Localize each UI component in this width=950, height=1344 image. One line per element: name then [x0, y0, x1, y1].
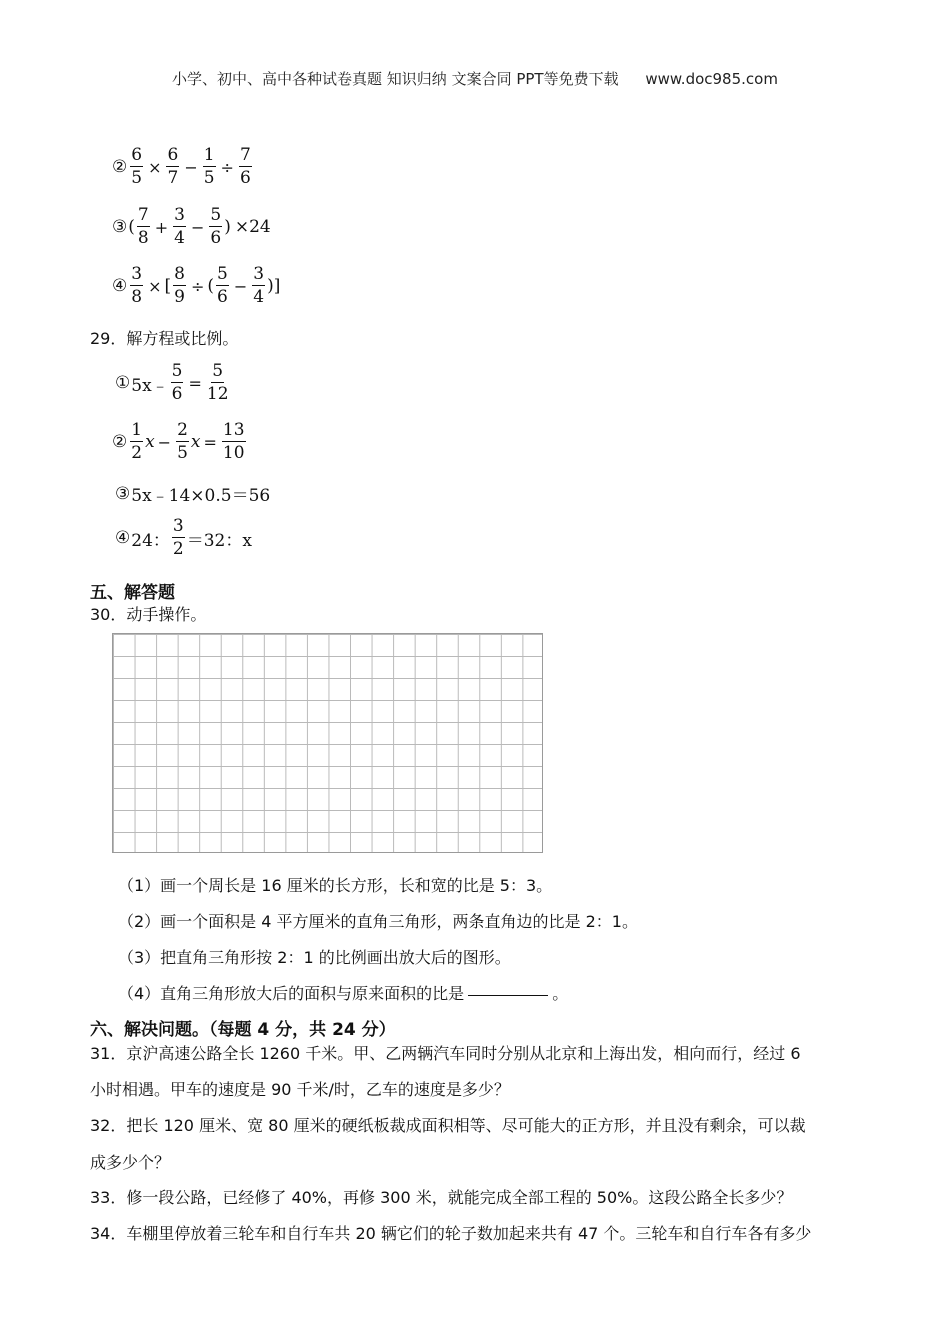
calc-item-4 — [112, 266, 280, 306]
paren-open: ( — [128, 217, 135, 237]
fraction: $\frac{1}{2}$ — [131, 420, 143, 463]
equation-text: 5x﹣14×0.5＝56 — [131, 486, 271, 506]
variable: x — [190, 432, 201, 452]
variable: x — [145, 432, 155, 452]
question-30-item-2: （2）画一个面积是 4 平方厘米的直角三角形，两条直角边的比是 2：1。 — [118, 912, 638, 931]
item-label: ③ — [112, 217, 128, 237]
bracket-close: )] — [267, 276, 281, 296]
fraction: $\frac{3}{4}$ — [174, 205, 185, 248]
fraction: $\frac{3}{4}$ — [253, 264, 265, 307]
item-label: ③ — [115, 483, 131, 504]
item-label: ② — [112, 432, 128, 452]
operator: − — [190, 217, 205, 237]
operator: + — [154, 217, 169, 237]
question-32-line-1: 32．把长 120 厘米、宽 80 厘米的硬纸板裁成面积相等、尽可能大的正方形，并且没有剩余，可以裁 — [90, 1116, 806, 1135]
question-30-title: 30．动手操作。 — [90, 605, 207, 624]
question-31-line-2: 小时相遇。甲车的速度是 90 千米/时，乙车的速度是多少？ — [90, 1080, 510, 1099]
question-33-line-1: 33．修一段公路，已经修了 40%，再修 300 米，就能完成全部工程的 50%。这段公路全长多少？ — [90, 1188, 793, 1207]
item-text: （4）直角三角形放大后的面积与原来面积的比是 — [118, 984, 465, 1003]
item-label: ① — [115, 373, 131, 393]
fraction: $\frac{3}{2}$ — [172, 516, 184, 559]
operator: = — [203, 432, 217, 452]
calc-item-2 — [112, 147, 254, 187]
fraction: $\frac{13}{10}$ — [222, 420, 245, 463]
operator: − — [184, 157, 198, 177]
equation-3 — [115, 481, 270, 506]
section-5-title: 五、解答题 — [90, 583, 175, 603]
equation-4 — [115, 518, 252, 558]
header-text: 小学、初中、高中各种试卷真题 知识归纳 文案合同 PPT等免费下载 — [172, 70, 619, 88]
paren-close: ) — [224, 217, 231, 237]
question-31-line-1: 31．京沪高速公路全长 1260 千米。甲、乙两辆汽车同时分别从北京和上海出发，相向而行，经过 6 — [90, 1044, 801, 1063]
fraction: $\frac{3}{8}$ — [131, 264, 143, 307]
question-30-item-1: （1）画一个周长是 16 厘米的长方形，长和宽的比是 5：3。 — [118, 876, 553, 895]
fraction: $\frac{7}{8}$ — [137, 205, 149, 248]
equation-2 — [112, 422, 248, 462]
item-text-end: 。 — [552, 984, 569, 1003]
fraction: $\frac{5}{12}$ — [206, 361, 229, 404]
fraction: $\frac{8}{9}$ — [174, 264, 185, 307]
page-header — [0, 68, 950, 89]
section-6-title: 六、解决问题。（每题 4 分，共 24 分） — [90, 1020, 396, 1040]
item-label: ② — [112, 157, 128, 177]
equation-text: 24： — [131, 530, 170, 551]
fraction: $\frac{6}{5}$ — [131, 145, 143, 188]
operator: ÷ — [220, 157, 234, 177]
fraction: $\frac{2}{5}$ — [177, 420, 188, 463]
operator: − — [233, 276, 248, 296]
equation-1 — [115, 363, 231, 403]
calc-item-3 — [112, 207, 271, 247]
answer-blank[interactable] — [468, 995, 548, 996]
operator: × — [148, 276, 162, 296]
header-url[interactable]: www.doc985.com — [645, 70, 778, 88]
question-34-line-1: 34．车棚里停放着三轮车和自行车共 20 辆它们的轮子数加起来共有 47 个。三轮车和自行车各有多少 — [90, 1224, 812, 1243]
bracket-open: [ — [164, 276, 172, 296]
equation-text: ＝32：x — [186, 530, 252, 551]
paren-open: ( — [207, 276, 214, 296]
question-30-item-4 — [118, 981, 568, 1004]
operator: × — [148, 157, 162, 177]
question-32-line-2: 成多少个？ — [90, 1153, 171, 1172]
fraction: $\frac{1}{5}$ — [203, 145, 215, 188]
question-29-title: 29．解方程或比例。 — [90, 329, 239, 348]
operator: = — [188, 373, 202, 393]
fraction: $\frac{5}{6}$ — [217, 264, 228, 307]
expr-tail: ×24 — [234, 217, 271, 237]
fraction: $\frac{7}{6}$ — [239, 145, 251, 188]
fraction: $\frac{6}{7}$ — [167, 145, 179, 188]
fraction: $\frac{5}{6}$ — [171, 361, 183, 404]
operator: ÷ — [190, 276, 205, 296]
fraction: $\frac{5}{6}$ — [210, 205, 222, 248]
equation-text: 5x﹣ — [131, 375, 169, 396]
item-label: ④ — [112, 276, 128, 296]
operator: − — [157, 432, 172, 452]
item-label: ④ — [115, 528, 131, 548]
question-30-item-3: （3）把直角三角形按 2：1 的比例画出放大后的图形。 — [118, 948, 511, 967]
drawing-grid[interactable] — [112, 633, 543, 853]
